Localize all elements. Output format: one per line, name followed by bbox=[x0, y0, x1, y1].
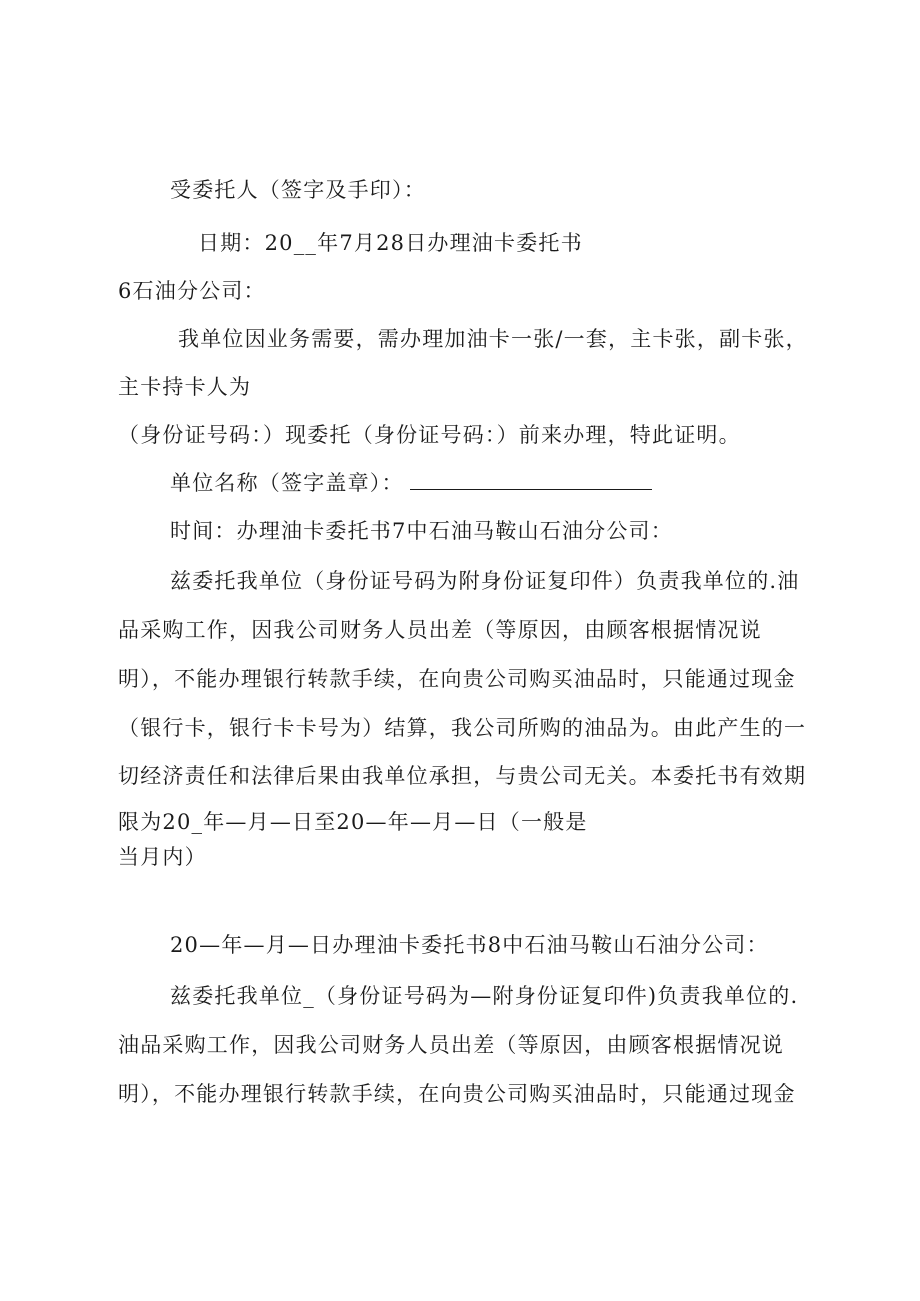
body-text-line: 切经济责任和法律后果由我单位承担，与贵公司无关。本委托书有效期 bbox=[118, 764, 807, 788]
body-text-line: （银行卡，银行卡卡号为）结算，我公司所购的油品为。由此产生的一 bbox=[118, 716, 807, 740]
body-text-line: 明），不能办理银行转款手续，在向贵公司购买油品时，只能通过现金 bbox=[118, 667, 796, 691]
date-title-line: 日期：20__年7月28日办理油卡委托书 bbox=[198, 231, 583, 255]
body-text-line: 兹委托我单位（身份证号码为附身份证复印件）负责我单位的.油 bbox=[170, 569, 800, 593]
body-text-line: 明），不能办理银行转款手续，在向贵公司购买油品时，只能通过现金 bbox=[118, 1082, 796, 1106]
body-text-line: 兹委托我单位_（身份证号码为—附身份证复印件)负责我单位的. bbox=[170, 984, 799, 1008]
body-text-line: 主卡持卡人为 bbox=[118, 375, 252, 399]
body-text-line: 我单位因业务需要，需办理加油卡一张/一套，主卡张，副卡张， bbox=[178, 327, 808, 351]
body-text-line: （身份证号码：）现委托（身份证号码：）前来办理，特此证明。 bbox=[118, 423, 741, 447]
date-title-line: 20—年—月—日办理油卡委托书8中石油马鞍山石油分公司： bbox=[170, 933, 769, 957]
body-text-line: 限为20_年—月—日至20—年—月—日（一般是 bbox=[118, 810, 588, 834]
body-text-line: 油品采购工作，因我公司财务人员出差（等原因，由顾客根据情况说 bbox=[118, 1033, 784, 1057]
body-text-line: 品采购工作，因我公司财务人员出差（等原因，由顾客根据情况说 bbox=[118, 618, 762, 642]
unit-name-label: 单位名称（签字盖章）： bbox=[170, 471, 404, 495]
time-title-line: 时间：办理油卡委托书7中石油马鞍山石油分公司： bbox=[170, 519, 673, 543]
trustee-signature-line: 受委托人（签字及手印）： bbox=[170, 178, 426, 202]
unit-name-signature-line bbox=[170, 468, 652, 498]
signature-underline bbox=[410, 469, 652, 490]
recipient-line: 6石油分公司： bbox=[118, 279, 266, 303]
body-text-line: 当月内） bbox=[118, 845, 207, 869]
